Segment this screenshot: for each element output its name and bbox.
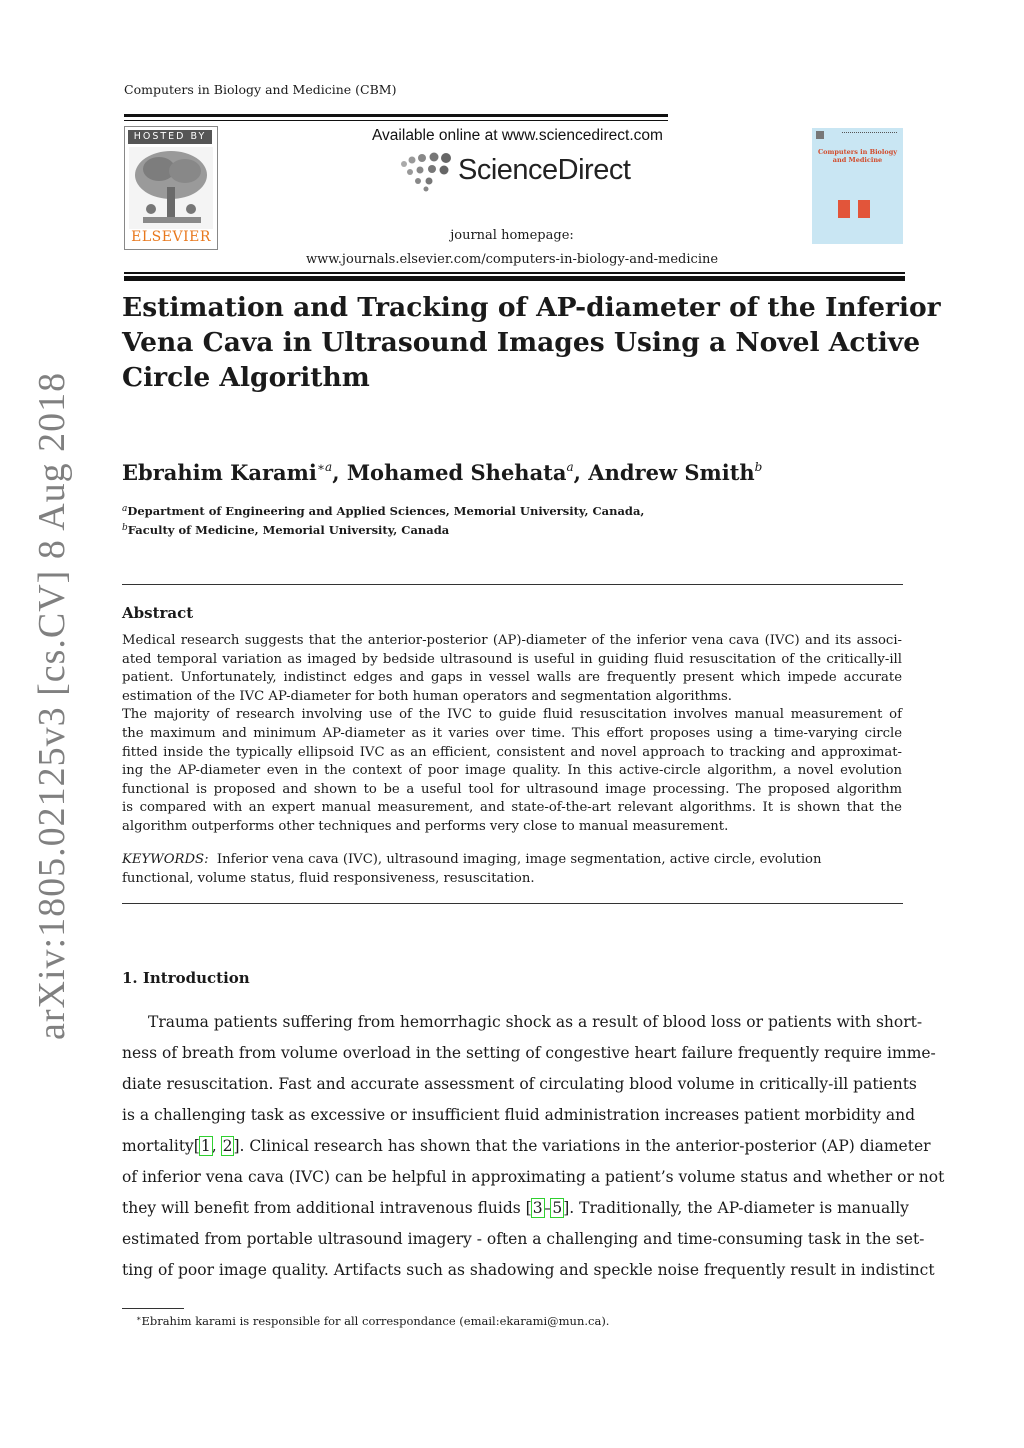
- body-line: [122, 1199, 909, 1217]
- affiliation-b: [122, 523, 449, 537]
- body-line: is a challenging task as excessive or insufficient fluid administration increases patient morbidity and: [122, 1106, 916, 1124]
- author-list: [122, 460, 762, 485]
- abstract-line: algorithm outperforms other techniques and performs very close to manual measurement.: [122, 819, 729, 834]
- affiliation-b-text: Faculty of Medicine, Memorial University, Canada: [127, 523, 450, 537]
- header-rule-top: [124, 114, 668, 117]
- footnote-rule: [122, 1308, 184, 1309]
- cover-graphic-left-icon: [838, 200, 850, 218]
- body-text: mortality[: [122, 1137, 200, 1155]
- citation-link[interactable]: 1: [200, 1137, 211, 1155]
- abstract-line: ated temporal variation as imaged by bedside ultrasound is useful in guiding fluid resuscitation of the critically-ill: [122, 651, 902, 667]
- abstract-line: functional is proposed and shown to be a useful tool for ultrasound image processing. The proposed algorithm: [122, 781, 902, 797]
- affiliation-a-text: Department of Engineering and Applied Sciences, Memorial University, Canada,: [127, 504, 645, 518]
- abstract-line: estimation of the IVC AP-diameter for both human operators and segmentation algorithms.: [122, 688, 732, 704]
- journal-cover: [812, 128, 903, 244]
- affiliation-a-marker: a: [122, 504, 128, 514]
- elsevier-wordmark: ELSEVIER: [131, 229, 211, 245]
- cover-logo-icon: [816, 131, 824, 139]
- body-line: [122, 1137, 931, 1155]
- paper-title: [122, 290, 941, 395]
- affiliation-b-marker: b: [122, 523, 128, 533]
- abstract-line: patient. Unfortunately, indistinct edges and gaps in vessel walls are frequently present which impede accurate: [122, 670, 902, 686]
- abstract-line: the maximum and minimum AP-diameter as it varies over time. This effort proposes using a time-varying circle: [122, 726, 902, 741]
- cover-graphic-right-icon: [858, 200, 870, 218]
- sciencedirect-dots-icon: [398, 150, 456, 192]
- footnote: [136, 1314, 609, 1328]
- abstract-line: is compared with an expert manual measurement, and state-of-the-art relevant algorithms. It is shown that the: [122, 800, 902, 816]
- abstract-rule-top: [122, 584, 903, 585]
- abstract-line: fitted inside the typically ellipsoid IVC as an efficient, consistent and novel approach to tracking and approximat-: [122, 744, 902, 760]
- author-2: Mohamed Shehata: [346, 460, 567, 485]
- body-line: ness of breath from volume overload in the setting of congestive heart failure frequently require imme-: [122, 1044, 936, 1062]
- homepage-label: journal homepage:: [450, 228, 574, 243]
- sciencedirect-logo: [398, 148, 648, 194]
- author-1: Ebrahim Karami: [122, 460, 317, 485]
- author-2-affil: a: [566, 460, 574, 474]
- elsevier-tree-icon: [129, 147, 213, 229]
- footnote-marker: ∗: [136, 1314, 142, 1323]
- available-online: Available online at www.sciencedirect.com: [372, 127, 663, 144]
- citation-link[interactable]: 2: [222, 1137, 233, 1155]
- keywords-label: KEYWORDS:: [122, 852, 209, 867]
- keywords-line-2: functional, volume status, fluid responsiveness, resuscitation.: [122, 871, 535, 886]
- body-text: ,: [211, 1137, 222, 1155]
- cover-header-line: [842, 132, 897, 134]
- title-line-1: Estimation and Tracking of AP-diameter of the Inferior: [122, 292, 941, 323]
- title-line-2: Vena Cava in Ultrasound Images Using a Novel Active: [122, 327, 921, 358]
- author-3: Andrew Smith: [588, 460, 755, 485]
- footnote-text: Ebrahim karami is responsible for all correspondance (email:ekarami@mun.ca).: [141, 1314, 610, 1328]
- journal-name: Computers in Biology and Medicine (CBM): [124, 82, 397, 97]
- abstract-heading: Abstract: [122, 604, 194, 622]
- citation-link[interactable]: 3: [532, 1199, 543, 1217]
- body-line: estimated from portable ultrasound imagery - often a challenging and time-consuming task in the set-: [122, 1230, 925, 1248]
- citation-link[interactable]: 5: [552, 1199, 563, 1217]
- arxiv-identifier: arXiv:1805.02125v3 [cs.CV] 8 Aug 2018: [31, 371, 73, 1040]
- header-rule-top-thin: [124, 120, 668, 121]
- author-separator: ,: [573, 460, 589, 485]
- keywords: [122, 850, 902, 888]
- sciencedirect-wordmark: ScienceDirect: [458, 154, 631, 186]
- title-line-3: Circle Algorithm: [122, 362, 370, 393]
- abstract-rule-bottom: [122, 903, 903, 904]
- cover-title: Computers in Biology and Medicine: [817, 148, 898, 164]
- body-text: ]. Clinical research has shown that the variations in the anterior-posterior (AP) diameter: [233, 1137, 931, 1155]
- header-rule-bottom: [124, 276, 905, 281]
- abstract-line: Medical research suggests that the anterior-posterior (AP)-diameter of the inferior vena cava (IVC) and its associ-: [122, 633, 902, 648]
- body-text: –: [543, 1199, 552, 1217]
- author-separator: ,: [332, 460, 347, 485]
- body-text: ]. Traditionally, the AP-diameter is manually: [563, 1199, 909, 1217]
- body-line: Trauma patients suffering from hemorrhagic shock as a result of blood loss or patients with short-: [148, 1013, 923, 1031]
- body-text: they will benefit from additional intravenous fluids [: [122, 1199, 532, 1217]
- section-heading: 1. Introduction: [122, 969, 250, 987]
- affiliation-a: [122, 504, 644, 518]
- keywords-line-1: Inferior vena cava (IVC), ultrasound imaging, image segmentation, active circle, evolution: [216, 852, 822, 867]
- hosted-by-label: HOSTED BY: [128, 130, 212, 144]
- body-line: ting of poor image quality. Artifacts such as shadowing and speckle noise frequently result in indistinct: [122, 1261, 935, 1279]
- body-line: of inferior vena cava (IVC) can be helpful in approximating a patient’s volume status and whether or not: [122, 1168, 945, 1186]
- body-line: diate resuscitation. Fast and accurate assessment of circulating blood volume in critically-ill patients: [122, 1075, 917, 1093]
- author-1-affil: ∗a: [316, 460, 333, 474]
- abstract-line: The majority of research involving use of the IVC to guide fluid resuscitation involves manual measurement of: [122, 707, 902, 723]
- homepage-url[interactable]: www.journals.elsevier.com/computers-in-biology-and-medicine: [305, 252, 719, 267]
- header-rule-bottom-thin: [124, 272, 905, 274]
- abstract-line: ing the AP-diameter even in the context of poor image quality. In this active-circle algorithm, a novel evolution: [122, 763, 902, 779]
- author-3-affil: b: [754, 460, 763, 474]
